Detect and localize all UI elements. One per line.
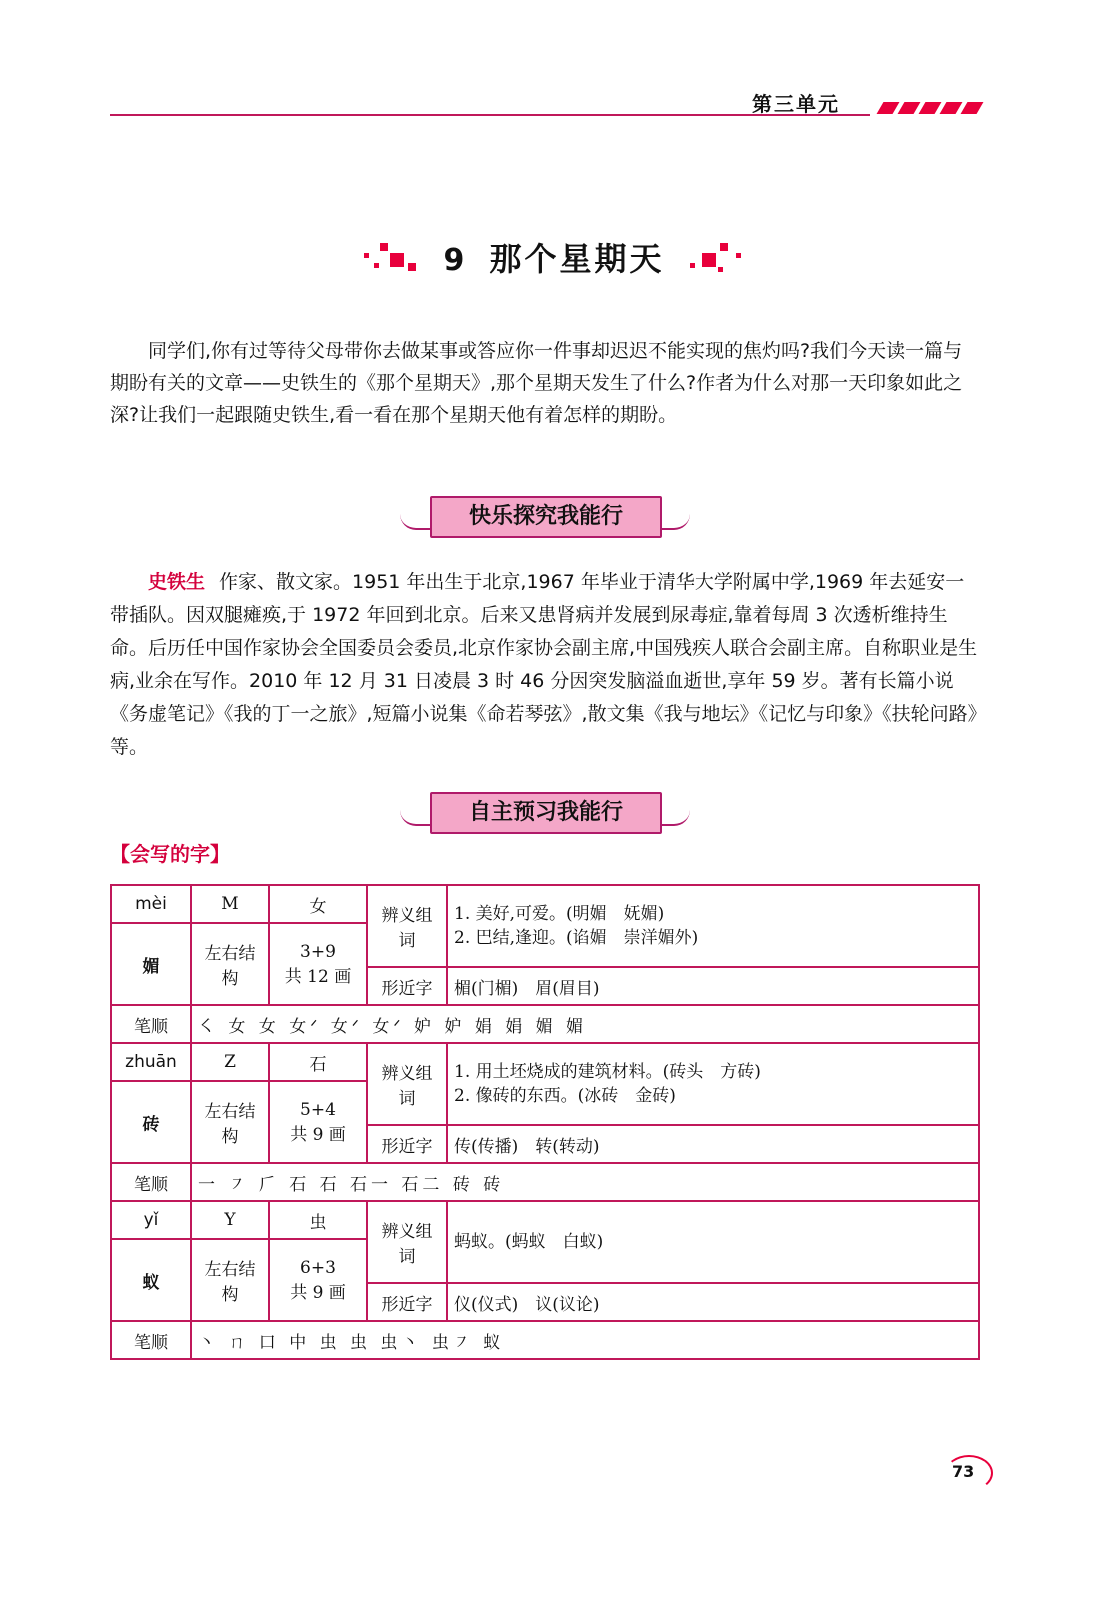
banner-preview-label: 自主预习我能行	[430, 792, 662, 834]
stroke-formula: 3+9	[300, 941, 336, 962]
table-row	[111, 1163, 979, 1201]
char-structure: 左右结构	[191, 923, 269, 1005]
strokes-label: 笔顺	[111, 1005, 191, 1043]
meaning-line: 2. 像砖的东西。(冰砖 金砖)	[454, 1086, 676, 1106]
char-glyph: 砖	[111, 1081, 191, 1163]
char-strokes: 丶 ㄇ 口 中 虫 虫 虫丶 虫㇇ 蚁	[191, 1321, 979, 1359]
char-radical: 虫	[269, 1201, 367, 1239]
lesson-name: 那个星期天	[489, 240, 665, 278]
char-similar: 传(传播) 转(转动)	[447, 1125, 979, 1163]
strokes-label: 笔顺	[111, 1321, 191, 1359]
char-stroke-count	[269, 1081, 367, 1163]
intro-paragraph: 同学们,你有过等待父母带你去做某事或答应你一件事却迟迟不能实现的焦灼吗?我们今天读一篇与期盼有关的文章——史铁生的《那个星期天》,那个星期天发生了什么?作者为什么对那一天印象如此之深?让我们一起跟随史铁生,看一看在那个星期天他有着怎样的期盼。	[110, 340, 963, 426]
char-similar: 仪(仪式) 议(议论)	[447, 1283, 979, 1321]
strokes-label: 笔顺	[111, 1163, 191, 1201]
page-number: 73	[952, 1462, 975, 1481]
similar-label: 形近字	[367, 967, 447, 1005]
char-initial: Y	[191, 1201, 269, 1239]
char-radical: 石	[269, 1043, 367, 1081]
banner-explore	[400, 494, 690, 542]
character-table	[110, 884, 980, 1360]
banner-explore-label: 快乐探究我能行	[430, 496, 662, 538]
meaning-label: 辨义组词	[367, 1201, 447, 1283]
meaning-line: 蚂蚁。(蚂蚁 白蚁)	[454, 1232, 604, 1252]
char-pinyin: mèi	[111, 885, 191, 923]
char-structure: 左右结构	[191, 1239, 269, 1321]
table-row	[111, 1201, 979, 1239]
author-bio	[110, 566, 980, 764]
lesson-title	[0, 234, 1108, 280]
char-meaning	[447, 1043, 979, 1125]
char-similar: 楣(门楣) 眉(眉目)	[447, 967, 979, 1005]
char-glyph: 蚁	[111, 1239, 191, 1321]
author-bio-text: 作家、散文家。1951 年出生于北京,1967 年毕业于清华大学附属中学,1969 年去延安一带插队。因双腿瘫痪,于 1972 年回到北京。后来又患肾病并发展到尿毒症,靠着每周 3 次透析维持生命。后历任中国作家协会全国委员会委员,北京作家协会副主席,中国残疾人联合会副主席。自称职业是生病,业余在写作。2010 年 12 月 31 日凌晨 3 时 46 分因突发脑溢血逝世,享年 59 岁。著有长篇小说《务虚笔记》《我的丁一之旅》,短篇小说集《命若琴弦》,散文集《我与地坛》《记忆与印象》《扶轮问路》等。	[110, 571, 978, 758]
meaning-line: 2. 巴结,逢迎。(谄媚 崇洋媚外)	[454, 928, 699, 948]
table-row	[111, 1043, 979, 1081]
unit-header	[110, 86, 990, 120]
meaning-line: 1. 用土坯烧成的建筑材料。(砖头 方砖)	[454, 1062, 761, 1082]
title-decoration-right-icon	[684, 239, 744, 275]
char-radical: 女	[269, 885, 367, 923]
header-stripes-decoration	[880, 102, 980, 114]
stroke-formula: 6+3	[300, 1257, 336, 1278]
stroke-formula: 5+4	[300, 1099, 336, 1120]
char-structure: 左右结构	[191, 1081, 269, 1163]
char-stroke-count	[269, 1239, 367, 1321]
table-row	[111, 1005, 979, 1043]
stroke-total: 共 9 画	[290, 1282, 346, 1303]
char-strokes: 一 ㇇ 𠂆 石 石 石一 石二 砖 砖	[191, 1163, 979, 1201]
char-meaning	[447, 1201, 979, 1283]
table-row	[111, 1321, 979, 1359]
author-name: 史铁生	[148, 571, 206, 593]
lesson-number: 9	[443, 243, 465, 278]
char-strokes: ㇛ 女 女 女ᐟ 女ᐟ 女ᐟ 妒 妒 娟 娟 媚 媚	[191, 1005, 979, 1043]
section-tag: 【会写的字】	[110, 842, 230, 866]
title-decoration-left-icon	[364, 239, 424, 275]
char-pinyin: yǐ	[111, 1201, 191, 1239]
meaning-label: 辨义组词	[367, 885, 447, 967]
char-pinyin: zhuān	[111, 1043, 191, 1081]
stroke-total: 共 9 画	[290, 1124, 346, 1145]
char-glyph: 媚	[111, 923, 191, 1005]
table-row	[111, 885, 979, 923]
char-initial: M	[191, 885, 269, 923]
unit-title: 第三单元	[752, 92, 840, 116]
similar-label: 形近字	[367, 1125, 447, 1163]
char-stroke-count	[269, 923, 367, 1005]
similar-label: 形近字	[367, 1283, 447, 1321]
char-meaning	[447, 885, 979, 967]
meaning-line: 1. 美好,可爱。(明媚 妩媚)	[454, 904, 665, 924]
meaning-label: 辨义组词	[367, 1043, 447, 1125]
stroke-total: 共 12 画	[284, 966, 352, 987]
char-initial: Z	[191, 1043, 269, 1081]
banner-preview	[400, 790, 690, 838]
